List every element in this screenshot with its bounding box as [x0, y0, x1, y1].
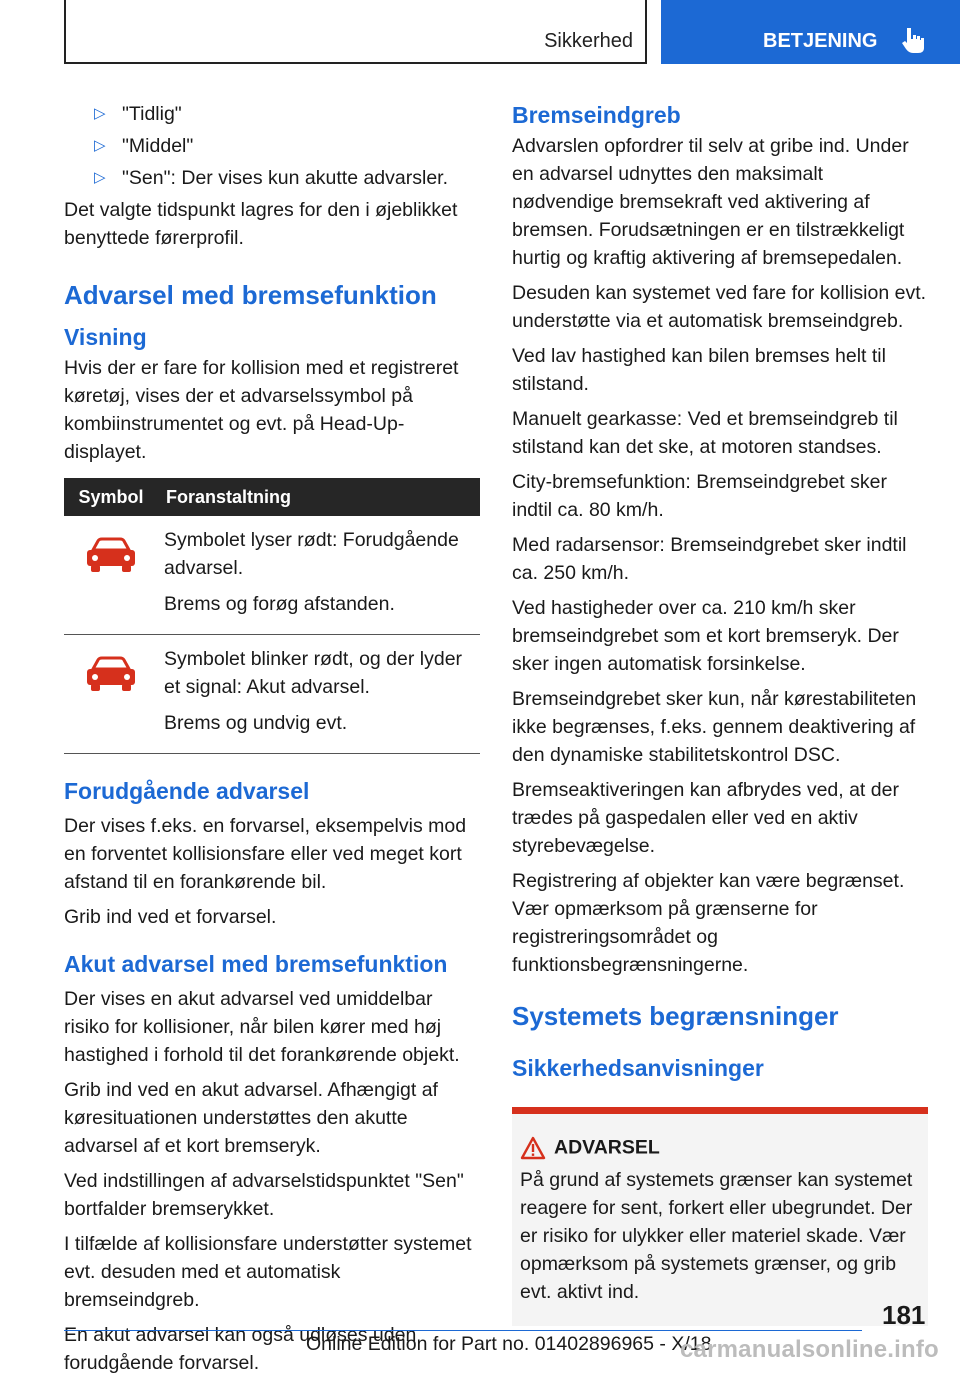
heading-pre-warning: Forudgående advarsel	[64, 778, 310, 804]
list-item-text: "Sen": Der vises kun akutte advarsler.	[122, 167, 448, 189]
section-title: Sikkerhed	[544, 30, 633, 52]
paragraph: Ved hastigheder over ca. 210 km/h sker bremseindgrebet som et kort bremseryk. Der sker ingen automatisk forsinkelse.	[512, 597, 899, 675]
list-item	[64, 132, 480, 160]
list-item	[64, 100, 480, 128]
list-item	[64, 164, 480, 192]
paragraph: I tilfælde af kollisionsfare understøtter systemet evt. desuden med et automatisk bremseindgreb.	[64, 1233, 472, 1311]
table-cell-text	[158, 635, 480, 754]
paragraph: Grib ind ved en akut advarsel. Afhængigt af køresituationen understøttes den akutte advarsel af et kort bremseryk.	[64, 1079, 438, 1157]
car-warning-icon	[83, 534, 139, 574]
paragraph: En akut advarsel kan også udløses uden forudgående forvarsel.	[64, 1324, 417, 1374]
table-text: Brems og forøg afstanden.	[164, 593, 395, 615]
heading-brake-intervention: Bremseindgreb	[512, 102, 681, 128]
paragraph: Grib ind ved et forvarsel.	[64, 906, 277, 928]
symbol-table	[64, 478, 480, 754]
paragraph: Bremseindgrebet sker kun, når kørestabiliteten ikke begrænses, f.eks. gennem deaktivering af den dynamiske stabilitetskontrol DSC.	[512, 688, 917, 766]
paragraph: Hvis der er fare for kollision med et registreret køretøj, vises der et advarselssymbol på kombiinstrumentet og evt. på Head-Up-displayet.	[64, 357, 459, 463]
warning-text: På grund af systemets grænser kan systemet reagere for sent, forkert eller ubegrundet. Der er risiko for ulykker eller materiel skade. Vær opmærksom på systemets grænser, og grib evt. aktivt ind.	[520, 1169, 913, 1303]
triangle-bullet-icon: ▷	[94, 169, 106, 186]
paragraph: Der vises en akut advarsel ved umiddelbar risiko for kollisioner, når bilen kører med høj hastighed i forhold til det forankørende objekt.	[64, 988, 460, 1066]
heading-safety-notes: Sikkerhedsanvisninger	[512, 1055, 764, 1081]
paragraph: Desuden kan systemet ved fare for kollision evt. understøtte via et automatisk bremseindgreb.	[512, 282, 927, 332]
paragraph: Der vises f.eks. en forvarsel, eksempelvis mod en forventet kollisionsfare eller ved meget kort afstand til en forankørende bil.	[64, 815, 467, 893]
heading-brake-warning: Advarsel med bremsefunktion	[64, 280, 437, 310]
paragraph: Med radarsensor: Bremseindgrebet sker indtil ca. 250 km/h.	[512, 534, 907, 584]
car-warning-icon	[83, 653, 139, 693]
triangle-bullet-icon: ▷	[94, 137, 106, 154]
paragraph: Bremseaktiveringen kan afbrydes ved, at der trædes på gaspedalen eller ved en aktiv styrebevægelse.	[512, 779, 899, 857]
footer-edition: Online Edition for Part no. 01402896965 - X/18	[306, 1333, 712, 1355]
list-item-text: "Tidlig"	[122, 103, 182, 125]
left-column	[64, 100, 480, 1384]
table-cell-text	[158, 516, 480, 635]
paragraph: Manuelt gearkasse: Ved et bremseindgreb til stilstand kan det ske, at motoren standses.	[512, 408, 898, 458]
heading-display: Visning	[64, 324, 147, 350]
table-text: Symbolet lyser rødt: Forudgående advarsel.	[164, 529, 459, 579]
heading-acute-warning: Akut advarsel med bremsefunktion	[64, 951, 448, 977]
warning-triangle-icon	[520, 1136, 546, 1160]
paragraph: City-bremsefunktion: Bremseindgrebet sker indtil ca. 80 km/h.	[512, 471, 887, 521]
heading-system-limits: Systemets begrænsninger	[512, 1001, 839, 1031]
table-cell-icon	[64, 516, 158, 635]
paragraph: Ved indstillingen af advarselstidspunktet "Sen" bortfalder bremserykket.	[64, 1170, 464, 1220]
paragraph: Ved lav hastighed kan bilen bremses helt til stilstand.	[512, 345, 886, 395]
warning-box	[512, 1107, 928, 1326]
table-text: Brems og undvig evt.	[164, 712, 348, 734]
warning-title	[520, 1136, 918, 1160]
chapter-tab[interactable]	[661, 0, 960, 64]
header-section-box	[64, 0, 647, 64]
list-item-text: "Middel"	[122, 135, 194, 157]
timing-options-list	[64, 100, 480, 192]
triangle-bullet-icon: ▷	[94, 105, 106, 122]
paragraph: Advarslen opfordrer til selv at gribe ind. Under en advarsel udnyttes den maksimalt nødvendige bremsekraft ved aktivering af bremsen. Forudsætningen er en tilstrækkeligt hurtig og kraftig aktivering af bremsepedalen.	[512, 135, 909, 269]
table-header-action: Foranstaltning	[158, 478, 480, 516]
paragraph: Registrering af objekter kan være begrænset. Vær opmærksom på grænserne for registreringsområdet og funktionsbegrænsningerne.	[512, 870, 905, 976]
table-row	[64, 516, 480, 635]
paragraph: Det valgte tidspunkt lagres for den i øjeblikket benyttede førerprofil.	[64, 199, 458, 249]
right-column	[512, 100, 928, 1326]
watermark: carmanualsonline.info	[680, 1336, 939, 1363]
table-row	[64, 635, 480, 754]
pointing-hand-icon	[901, 26, 927, 54]
footer-divider	[64, 1330, 862, 1331]
page-number: 181	[882, 1300, 926, 1330]
table-text: Symbolet blinker rødt, og der lyder et signal: Akut advarsel.	[164, 648, 463, 698]
warning-title-text: ADVARSEL	[554, 1136, 660, 1159]
chapter-title: BETJENING	[763, 30, 878, 52]
table-header-symbol: Symbol	[64, 478, 158, 516]
table-cell-icon	[64, 635, 158, 754]
